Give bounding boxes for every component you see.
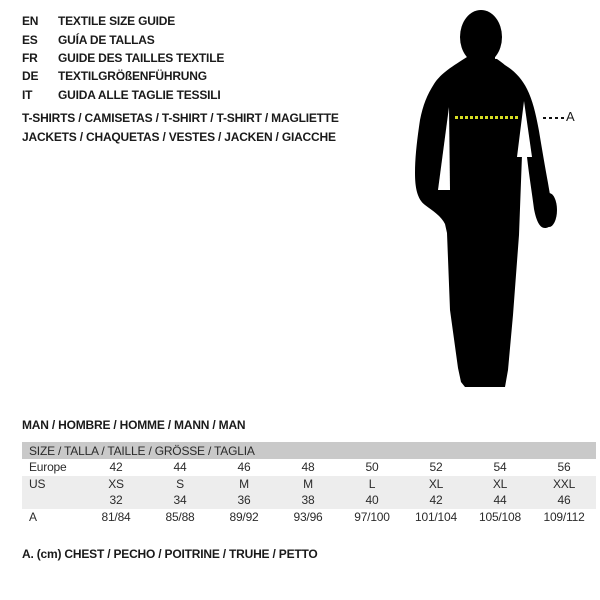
size-cell: XL	[492, 476, 508, 491]
size-cell: 34	[173, 493, 187, 508]
size-cell: 93/96	[293, 509, 323, 524]
table-row	[22, 509, 596, 526]
size-cell: 44	[493, 493, 507, 508]
size-cell: 48	[301, 460, 315, 475]
language-title: TEXTILGRÖßENFÜHRUNG	[58, 69, 207, 84]
language-title: GUIDA ALLE TAGLIE TESSILI	[58, 87, 221, 102]
man-silhouette	[405, 5, 585, 397]
size-cell: 105/108	[479, 509, 521, 524]
size-cell: 46	[557, 493, 571, 508]
size-cell: 36	[237, 493, 251, 508]
language-row	[22, 67, 224, 85]
row-label: Europe	[29, 460, 67, 475]
size-cell: XXL	[552, 476, 576, 491]
size-cell: M	[303, 476, 313, 491]
size-cell: 42	[429, 493, 443, 508]
measure-label-a: A	[566, 109, 575, 124]
size-cell: 38	[301, 493, 315, 508]
size-cell: 46	[237, 460, 251, 475]
chest-measure-line	[455, 116, 518, 119]
table-row	[22, 459, 596, 476]
size-table-header-row	[22, 442, 596, 459]
size-cell: 81/84	[101, 509, 131, 524]
size-cell: 85/88	[165, 509, 195, 524]
size-cell: 52	[429, 460, 443, 475]
size-cell: XS	[108, 476, 124, 491]
size-cell: 101/104	[415, 509, 457, 524]
size-cell: 32	[109, 493, 123, 508]
language-code: ES	[22, 32, 38, 47]
garment-types	[22, 109, 339, 146]
right-hand	[541, 193, 557, 227]
row-label: A	[29, 509, 37, 524]
language-row	[22, 12, 224, 30]
row-label	[22, 492, 84, 509]
table-row	[22, 492, 596, 509]
size-cell: 40	[365, 493, 379, 508]
garment-line-jackets: JACKETS / CHAQUETAS / VESTES / JACKEN / GIACCHE	[22, 129, 336, 144]
language-list	[22, 12, 224, 104]
size-cell: M	[239, 476, 249, 491]
size-cell: 89/92	[229, 509, 259, 524]
size-table-body	[22, 459, 596, 525]
size-cell: 97/100	[354, 509, 390, 524]
size-cell: 56	[557, 460, 571, 475]
size-cell: 54	[493, 460, 507, 475]
size-cell: 109/112	[543, 509, 585, 524]
torso-left-arm-legs	[415, 57, 524, 387]
size-cell: S	[176, 476, 184, 491]
size-table	[22, 442, 596, 525]
language-code: DE	[22, 69, 39, 84]
size-table-header: SIZE / TALLA / TAILLE / GRÖSSE / TAGLIA	[22, 442, 596, 459]
size-cell: 44	[173, 460, 187, 475]
language-title: GUIDE DES TAILLES TEXTILE	[58, 50, 225, 65]
language-row	[22, 49, 224, 67]
section-title: MAN / HOMBRE / HOMME / MANN / MAN	[22, 418, 246, 432]
language-code: IT	[22, 87, 33, 102]
table-row	[22, 476, 596, 493]
measure-leader-line	[543, 117, 564, 119]
language-code: EN	[22, 14, 39, 29]
garment-line-tshirts: T-SHIRTS / CAMISETAS / T-SHIRT / T-SHIRT / MAGLIETTE	[22, 111, 339, 125]
size-cell: XL	[428, 476, 444, 491]
size-cell: L	[368, 476, 376, 491]
language-title: GUÍA DE TALLAS	[58, 32, 155, 47]
figure-area	[405, 5, 585, 397]
row-label: US	[29, 476, 46, 491]
language-row	[22, 30, 224, 48]
language-code: FR	[22, 50, 38, 65]
measurement-footnote: A. (cm) CHEST / PECHO / POITRINE / TRUHE / PETTO	[22, 547, 318, 561]
language-row	[22, 86, 224, 104]
size-cell: 50	[365, 460, 379, 475]
language-title: TEXTILE SIZE GUIDE	[58, 14, 176, 29]
size-cell: 42	[109, 460, 123, 475]
